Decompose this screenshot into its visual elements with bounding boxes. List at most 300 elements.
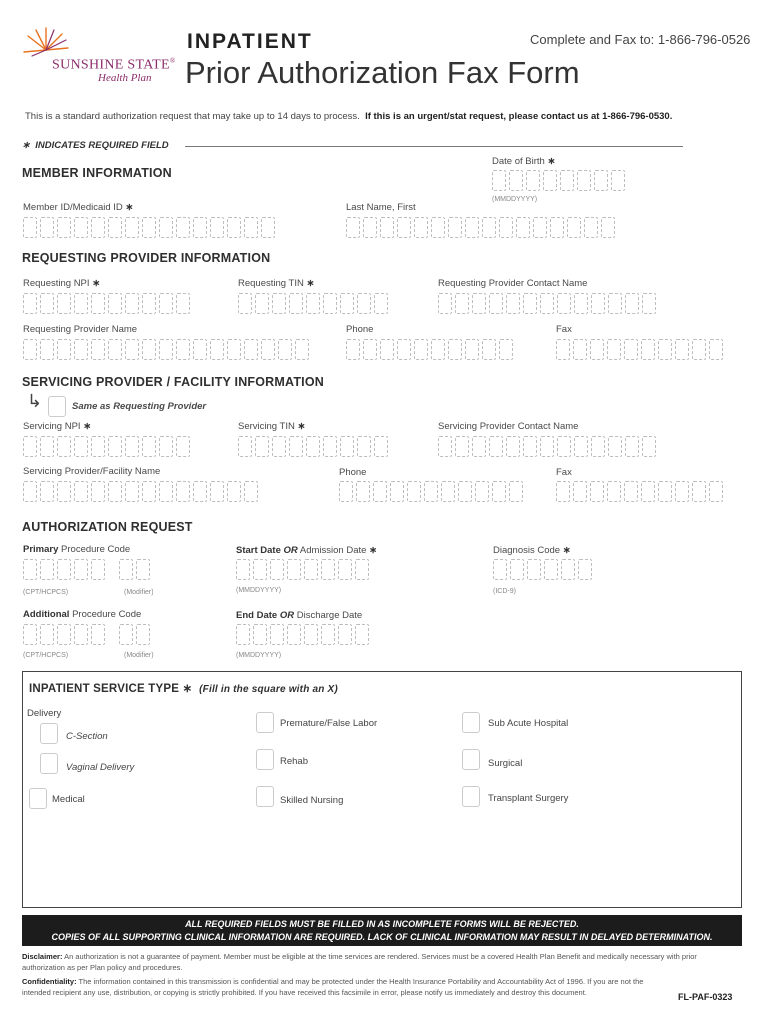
member-id-field[interactable] — [23, 217, 275, 238]
char-box[interactable] — [338, 624, 352, 645]
char-box[interactable] — [323, 293, 337, 314]
char-box[interactable] — [74, 339, 88, 360]
char-box[interactable] — [557, 293, 571, 314]
char-box[interactable] — [236, 624, 250, 645]
char-box[interactable] — [176, 481, 190, 502]
member-name-field[interactable] — [346, 217, 615, 238]
surgical-label: Surgical — [488, 758, 523, 769]
char-box[interactable] — [159, 436, 173, 457]
char-box[interactable] — [455, 293, 469, 314]
char-box[interactable] — [136, 559, 150, 580]
char-box[interactable] — [244, 339, 258, 360]
char-box[interactable] — [159, 339, 173, 360]
intro-text: This is a standard authorization request that may take up to 14 days to process. If this is an urgent/stat request, please contact us at 1-866-796-0530. — [25, 111, 673, 122]
char-box[interactable] — [642, 436, 656, 457]
char-box[interactable] — [119, 624, 133, 645]
char-box[interactable] — [91, 559, 105, 580]
requesting-name-field[interactable] — [23, 339, 309, 360]
requesting-name-label: Requesting Provider Name — [23, 324, 138, 335]
char-box[interactable] — [557, 436, 571, 457]
end-date-label: End Date OR Discharge Date — [236, 610, 363, 621]
char-box[interactable] — [601, 217, 615, 238]
additional-modifier-hint: (Modifier) — [124, 652, 154, 659]
char-box[interactable] — [125, 436, 139, 457]
char-box[interactable] — [516, 217, 530, 238]
service-type-heading: INPATIENT SERVICE TYPE ∗ (Fill in the square with an X) — [29, 683, 338, 695]
char-box[interactable] — [261, 217, 275, 238]
char-box[interactable] — [74, 293, 88, 314]
char-box[interactable] — [489, 436, 503, 457]
requesting-npi-label: Requesting NPI ∗ — [23, 278, 101, 289]
rehab-label: Rehab — [280, 756, 308, 767]
dob-field[interactable] — [492, 170, 625, 191]
char-box[interactable] — [607, 339, 621, 360]
char-box[interactable] — [373, 481, 387, 502]
char-box[interactable] — [176, 339, 190, 360]
char-box[interactable] — [295, 339, 309, 360]
char-box[interactable] — [482, 339, 496, 360]
char-box[interactable] — [253, 624, 267, 645]
char-box[interactable] — [193, 481, 207, 502]
char-box[interactable] — [125, 481, 139, 502]
char-box[interactable] — [236, 559, 250, 580]
servicing-name-field[interactable] — [23, 481, 258, 502]
primary-modifier-hint: (Modifier) — [124, 589, 154, 596]
c-section-label: C-Section — [66, 731, 108, 742]
servicing-npi-label: Servicing NPI ∗ — [23, 421, 92, 432]
rehab-checkbox[interactable] — [256, 749, 274, 770]
additional-cpt-hint: (CPT/HCPCS) — [23, 652, 69, 659]
banner-line-2: COPIES OF ALL SUPPORTING CLINICAL INFORMATION ARE REQUIRED. LACK OF CLINICAL INFORMATION MAY RESULT IN DELAYED DETERMINATION. — [51, 932, 713, 942]
char-box[interactable] — [397, 217, 411, 238]
char-box[interactable] — [57, 339, 71, 360]
char-box[interactable] — [108, 217, 122, 238]
char-box[interactable] — [142, 217, 156, 238]
char-box[interactable] — [91, 217, 105, 238]
medical-checkbox[interactable] — [29, 788, 47, 809]
primary-modifier-field[interactable] — [119, 559, 150, 580]
required-field-note: ∗ INDICATES REQUIRED FIELD — [22, 140, 169, 151]
servicing-fax-field[interactable] — [556, 481, 723, 502]
char-box[interactable] — [492, 170, 506, 191]
char-box[interactable] — [578, 559, 592, 580]
char-box[interactable] — [91, 339, 105, 360]
diagnosis-code-field[interactable] — [493, 559, 592, 580]
char-box[interactable] — [304, 624, 318, 645]
char-box[interactable] — [40, 293, 54, 314]
servicing-contact-label: Servicing Provider Contact Name — [438, 421, 579, 432]
char-box[interactable] — [57, 559, 71, 580]
char-box[interactable] — [543, 170, 557, 191]
char-box[interactable] — [108, 481, 122, 502]
char-box[interactable] — [323, 436, 337, 457]
premature-labor-label: Premature/False Labor — [280, 718, 378, 729]
char-box[interactable] — [641, 339, 655, 360]
char-box[interactable] — [608, 293, 622, 314]
char-box[interactable] — [527, 559, 541, 580]
requesting-fax-field[interactable] — [556, 339, 723, 360]
form-title: Prior Authorization Fax Form — [185, 55, 580, 90]
char-box[interactable] — [74, 624, 88, 645]
char-box[interactable] — [510, 559, 524, 580]
char-box[interactable] — [448, 217, 462, 238]
dob-hint: (MMDDYYYY) — [492, 196, 538, 203]
char-box[interactable] — [533, 217, 547, 238]
char-box[interactable] — [176, 217, 190, 238]
char-box[interactable] — [278, 339, 292, 360]
char-box[interactable] — [74, 481, 88, 502]
char-box[interactable] — [255, 293, 269, 314]
char-box[interactable] — [23, 339, 37, 360]
char-box[interactable] — [624, 339, 638, 360]
c-section-checkbox[interactable] — [40, 723, 58, 744]
char-box[interactable] — [272, 293, 286, 314]
char-box[interactable] — [458, 481, 472, 502]
char-box[interactable] — [125, 293, 139, 314]
char-box[interactable] — [577, 170, 591, 191]
char-box[interactable] — [556, 339, 570, 360]
char-box[interactable] — [23, 624, 37, 645]
char-box[interactable] — [355, 624, 369, 645]
section-authorization-request: AUTHORIZATION REQUEST — [22, 520, 193, 534]
same-as-requesting-checkbox[interactable] — [48, 396, 66, 417]
char-box[interactable] — [338, 559, 352, 580]
char-box[interactable] — [465, 339, 479, 360]
requesting-tin-label: Requesting TIN ∗ — [238, 278, 315, 289]
dob-label: Date of Birth ∗ — [492, 156, 556, 167]
char-box[interactable] — [709, 339, 723, 360]
char-box[interactable] — [321, 559, 335, 580]
char-box[interactable] — [625, 293, 639, 314]
char-box[interactable] — [526, 170, 540, 191]
char-box[interactable] — [74, 436, 88, 457]
char-box[interactable] — [642, 293, 656, 314]
diagnosis-code-label: Diagnosis Code ∗ — [493, 545, 571, 556]
char-box[interactable] — [355, 559, 369, 580]
char-box[interactable] — [523, 436, 537, 457]
requesting-phone-label: Phone — [346, 324, 374, 335]
char-box[interactable] — [455, 436, 469, 457]
char-box[interactable] — [142, 481, 156, 502]
char-box[interactable] — [289, 293, 303, 314]
logo-name: SUNSHINE STATE® — [52, 57, 176, 73]
char-box[interactable] — [390, 481, 404, 502]
char-box[interactable] — [658, 481, 672, 502]
char-box[interactable] — [40, 217, 54, 238]
char-box[interactable] — [57, 481, 71, 502]
char-box[interactable] — [227, 339, 241, 360]
char-box[interactable] — [306, 293, 320, 314]
requesting-contact-label: Requesting Provider Contact Name — [438, 278, 588, 289]
char-box[interactable] — [23, 217, 37, 238]
fax-to-number: Complete and Fax to: 1-866-796-0526 — [530, 32, 751, 47]
char-box[interactable] — [40, 624, 54, 645]
servicing-tin-label: Servicing TIN ∗ — [238, 421, 306, 432]
skilled-nursing-checkbox[interactable] — [256, 786, 274, 807]
char-box[interactable] — [641, 481, 655, 502]
required-fields-banner — [22, 915, 742, 946]
char-box[interactable] — [567, 217, 581, 238]
char-box[interactable] — [210, 217, 224, 238]
char-box[interactable] — [321, 624, 335, 645]
char-box[interactable] — [560, 170, 574, 191]
char-box[interactable] — [227, 217, 241, 238]
requesting-npi-field[interactable] — [23, 293, 190, 314]
char-box[interactable] — [306, 436, 320, 457]
char-box[interactable] — [374, 293, 388, 314]
char-box[interactable] — [493, 559, 507, 580]
vaginal-delivery-checkbox[interactable] — [40, 753, 58, 774]
char-box[interactable] — [287, 624, 301, 645]
char-box[interactable] — [573, 481, 587, 502]
char-box[interactable] — [289, 436, 303, 457]
requesting-phone-field[interactable] — [346, 339, 513, 360]
servicing-tin-field[interactable] — [238, 436, 388, 457]
char-box[interactable] — [57, 436, 71, 457]
char-box[interactable] — [574, 293, 588, 314]
same-as-requesting-label: Same as Requesting Provider — [72, 401, 207, 412]
char-box[interactable] — [340, 293, 354, 314]
char-box[interactable] — [244, 217, 258, 238]
char-box[interactable] — [692, 339, 706, 360]
medical-label: Medical — [52, 794, 85, 805]
char-box[interactable] — [142, 339, 156, 360]
end-date-hint: (MMDDYYYY) — [236, 652, 282, 659]
char-box[interactable] — [210, 481, 224, 502]
char-box[interactable] — [414, 339, 428, 360]
char-box[interactable] — [57, 624, 71, 645]
servicing-phone-field[interactable] — [339, 481, 523, 502]
char-box[interactable] — [438, 293, 452, 314]
member-id-label: Member ID/Medicaid ID ∗ — [23, 202, 134, 213]
char-box[interactable] — [523, 293, 537, 314]
servicing-name-label: Servicing Provider/Facility Name — [23, 466, 161, 477]
char-box[interactable] — [193, 339, 207, 360]
form-id: FL-PAF-0323 — [678, 992, 733, 1002]
requesting-fax-label: Fax — [556, 324, 572, 335]
char-box[interactable] — [658, 339, 672, 360]
logo-subtitle: Health Plan — [98, 72, 152, 84]
end-date-field[interactable] — [236, 624, 369, 645]
char-box[interactable] — [125, 217, 139, 238]
char-box[interactable] — [407, 481, 421, 502]
char-box[interactable] — [91, 624, 105, 645]
char-box[interactable] — [57, 293, 71, 314]
char-box[interactable] — [591, 293, 605, 314]
char-box[interactable] — [136, 624, 150, 645]
char-box[interactable] — [692, 481, 706, 502]
char-box[interactable] — [380, 217, 394, 238]
char-box[interactable] — [40, 436, 54, 457]
char-box[interactable] — [23, 293, 37, 314]
primary-procedure-label: Primary Procedure Code — [23, 544, 131, 555]
confidentiality: Confidentiality: The information contained in this transmission is confidential and may be protected under the Health Insurance Portability and Accountability Act of 1996. If you are not the intended recipient any use, distribution, or copying is strictly prohibited. If you have received this facsimile in error, please notify us immediately and destroy this document. — [22, 977, 644, 997]
char-box[interactable] — [304, 559, 318, 580]
char-box[interactable] — [550, 217, 564, 238]
form-title-inpatient: INPATIENT — [187, 30, 313, 53]
char-box[interactable] — [594, 170, 608, 191]
char-box[interactable] — [270, 624, 284, 645]
char-box[interactable] — [472, 293, 486, 314]
char-box[interactable] — [611, 170, 625, 191]
start-date-field[interactable] — [236, 559, 369, 580]
additional-procedure-label: Additional Procedure Code — [23, 609, 142, 620]
char-box[interactable] — [506, 436, 520, 457]
char-box[interactable] — [431, 217, 445, 238]
char-box[interactable] — [40, 339, 54, 360]
banner-line-1: ALL REQUIRED FIELDS MUST BE FILLED IN AS INCOMPLETE FORMS WILL BE REJECTED. — [185, 919, 579, 929]
char-box[interactable] — [448, 339, 462, 360]
char-box[interactable] — [125, 339, 139, 360]
char-box[interactable] — [540, 436, 554, 457]
char-box[interactable] — [540, 293, 554, 314]
char-box[interactable] — [475, 481, 489, 502]
char-box[interactable] — [238, 293, 252, 314]
servicing-contact-field[interactable] — [438, 436, 656, 457]
char-box[interactable] — [227, 481, 241, 502]
char-box[interactable] — [346, 217, 360, 238]
char-box[interactable] — [108, 293, 122, 314]
char-box[interactable] — [23, 436, 37, 457]
char-box[interactable] — [380, 339, 394, 360]
char-box[interactable] — [624, 481, 638, 502]
char-box[interactable] — [709, 481, 723, 502]
char-box[interactable] — [424, 481, 438, 502]
char-box[interactable] — [675, 339, 689, 360]
char-box[interactable] — [210, 339, 224, 360]
char-box[interactable] — [339, 481, 353, 502]
sub-acute-hospital-checkbox[interactable] — [462, 712, 480, 733]
char-box[interactable] — [142, 436, 156, 457]
primary-cpt-hint: (CPT/HCPCS) — [23, 589, 69, 596]
char-box[interactable] — [108, 339, 122, 360]
char-box[interactable] — [253, 559, 267, 580]
char-box[interactable] — [397, 339, 411, 360]
char-box[interactable] — [363, 339, 377, 360]
surgical-checkbox[interactable] — [462, 749, 480, 770]
char-box[interactable] — [23, 559, 37, 580]
section-requesting-provider: REQUESTING PROVIDER INFORMATION — [22, 251, 271, 265]
char-box[interactable] — [340, 436, 354, 457]
requesting-tin-field[interactable] — [238, 293, 388, 314]
char-box[interactable] — [363, 217, 377, 238]
char-box[interactable] — [556, 481, 570, 502]
char-box[interactable] — [176, 293, 190, 314]
divider — [185, 146, 683, 147]
char-box[interactable] — [675, 481, 689, 502]
servicing-fax-label: Fax — [556, 467, 572, 478]
char-box[interactable] — [584, 217, 598, 238]
requesting-contact-field[interactable] — [438, 293, 656, 314]
char-box[interactable] — [625, 436, 639, 457]
char-box[interactable] — [509, 481, 523, 502]
char-box[interactable] — [40, 559, 54, 580]
disclaimer: Disclaimer: An authorization is not a guarantee of payment. Member must be eligible at the time services are rendered. Services must be a covered Health Plan Benefit and medically necessary with prior authorization as per Plan policy and procedures. — [22, 952, 697, 972]
char-box[interactable] — [142, 293, 156, 314]
char-box[interactable] — [287, 559, 301, 580]
start-date-label: Start Date OR Admission Date ∗ — [236, 545, 378, 556]
char-box[interactable] — [509, 170, 523, 191]
additional-cpt-field[interactable] — [23, 624, 105, 645]
premature-labor-checkbox[interactable] — [256, 712, 274, 733]
char-box[interactable] — [176, 436, 190, 457]
start-date-hint: (MMDDYYYY) — [236, 587, 282, 594]
char-box[interactable] — [57, 217, 71, 238]
servicing-npi-field[interactable] — [23, 436, 190, 457]
char-box[interactable] — [431, 339, 445, 360]
arrow-down-right-icon: ↳ — [27, 391, 43, 411]
transplant-surgery-checkbox[interactable] — [462, 786, 480, 807]
char-box[interactable] — [573, 339, 587, 360]
char-box[interactable] — [40, 481, 54, 502]
char-box[interactable] — [590, 339, 604, 360]
char-box[interactable] — [238, 436, 252, 457]
char-box[interactable] — [159, 217, 173, 238]
char-box[interactable] — [489, 293, 503, 314]
char-box[interactable] — [159, 293, 173, 314]
char-box[interactable] — [499, 339, 513, 360]
char-box[interactable] — [608, 436, 622, 457]
char-box[interactable] — [607, 481, 621, 502]
char-box[interactable] — [438, 436, 452, 457]
char-box[interactable] — [23, 481, 37, 502]
char-box[interactable] — [261, 339, 275, 360]
char-box[interactable] — [591, 436, 605, 457]
section-servicing-provider: SERVICING PROVIDER / FACILITY INFORMATION — [22, 375, 324, 389]
char-box[interactable] — [244, 481, 258, 502]
char-box[interactable] — [506, 293, 520, 314]
char-box[interactable] — [357, 293, 371, 314]
char-box[interactable] — [544, 559, 558, 580]
char-box[interactable] — [465, 217, 479, 238]
transplant-surgery-label: Transplant Surgery — [488, 793, 569, 804]
char-box[interactable] — [270, 559, 284, 580]
char-box[interactable] — [91, 436, 105, 457]
char-box[interactable] — [482, 217, 496, 238]
char-box[interactable] — [374, 436, 388, 457]
vaginal-delivery-label: Vaginal Delivery — [66, 762, 135, 773]
char-box[interactable] — [255, 436, 269, 457]
char-box[interactable] — [159, 481, 173, 502]
char-box[interactable] — [346, 339, 360, 360]
primary-cpt-field[interactable] — [23, 559, 105, 580]
char-box[interactable] — [74, 559, 88, 580]
char-box[interactable] — [561, 559, 575, 580]
additional-modifier-field[interactable] — [119, 624, 150, 645]
char-box[interactable] — [499, 217, 513, 238]
char-box[interactable] — [119, 559, 133, 580]
icd-hint: (ICD-9) — [493, 588, 516, 595]
char-box[interactable] — [356, 481, 370, 502]
skilled-nursing-label: Skilled Nursing — [280, 795, 344, 806]
char-box[interactable] — [91, 293, 105, 314]
char-box[interactable] — [193, 217, 207, 238]
char-box[interactable] — [441, 481, 455, 502]
inpatient-service-type-panel — [22, 671, 742, 908]
char-box[interactable] — [272, 436, 286, 457]
char-box[interactable] — [492, 481, 506, 502]
char-box[interactable] — [357, 436, 371, 457]
delivery-label: Delivery — [27, 708, 62, 719]
char-box[interactable] — [590, 481, 604, 502]
char-box[interactable] — [108, 436, 122, 457]
char-box[interactable] — [414, 217, 428, 238]
servicing-phone-label: Phone — [339, 467, 367, 478]
char-box[interactable] — [91, 481, 105, 502]
char-box[interactable] — [574, 436, 588, 457]
char-box[interactable] — [472, 436, 486, 457]
char-box[interactable] — [74, 217, 88, 238]
